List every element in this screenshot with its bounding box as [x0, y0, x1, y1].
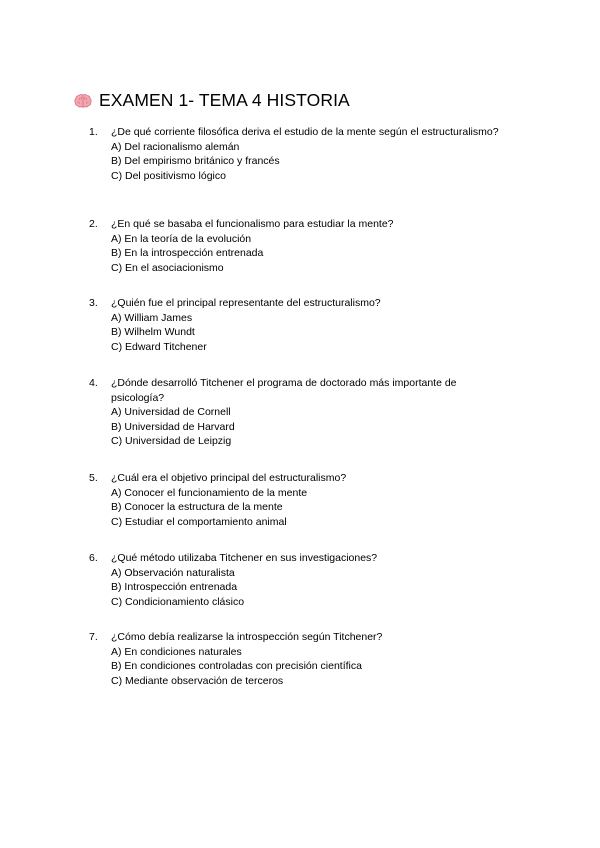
option-a: A) William James — [111, 311, 193, 324]
option-a: A) Conocer el funcionamiento de la mente — [111, 486, 308, 499]
question-number: 5. — [89, 472, 98, 484]
option-c: C) Condicionamiento clásico — [111, 595, 245, 608]
question-text: ¿Qué método utilizaba Titchener en sus investigaciones? — [111, 552, 378, 564]
option-c: C) Del positivismo lógico — [111, 169, 226, 182]
question-number: 1. — [89, 126, 98, 138]
question-7 — [89, 630, 549, 688]
question-text: ¿Quién fue el principal representante del estructuralismo? — [111, 297, 381, 309]
option-a: A) En condiciones naturales — [111, 645, 242, 658]
question-number: 2. — [89, 218, 98, 230]
question-number: 4. — [89, 377, 98, 389]
question-1 — [89, 125, 549, 183]
option-a: A) Observación naturalista — [111, 566, 235, 579]
question-text: ¿En qué se basaba el funcionalismo para estudiar la mente? — [111, 218, 394, 230]
brain-icon — [73, 91, 93, 111]
title-text: EXAMEN 1- TEMA 4 HISTORIA — [99, 90, 350, 110]
option-b: B) Del empirismo británico y francés — [111, 155, 280, 168]
option-c: C) En el asociacionismo — [111, 261, 224, 274]
question-text: ¿Dónde desarrolló Titchener el programa de doctorado más importante de psicología? — [111, 377, 457, 404]
question-number: 7. — [89, 631, 98, 643]
page-title — [73, 90, 350, 111]
option-c: C) Mediante observación de terceros — [111, 674, 284, 687]
question-text: ¿Cómo debía realizarse la introspección según Titchener? — [111, 631, 383, 643]
option-b: B) Universidad de Harvard — [111, 420, 235, 433]
question-number: 6. — [89, 552, 98, 564]
question-6 — [89, 551, 549, 609]
question-5 — [89, 471, 549, 529]
question-2 — [89, 217, 549, 275]
option-b: B) Conocer la estructura de la mente — [111, 501, 283, 514]
question-4 — [89, 376, 549, 449]
question-3 — [89, 296, 549, 354]
option-c: C) Estudiar el comportamiento animal — [111, 515, 287, 528]
option-b: B) En la introspección entrenada — [111, 247, 264, 260]
question-number: 3. — [89, 297, 98, 309]
option-b: B) Introspección entrenada — [111, 581, 238, 594]
question-text: ¿Cuál era el objetivo principal del estructuralismo? — [111, 472, 347, 484]
option-a: A) Del racionalismo alemán — [111, 140, 240, 153]
option-c: C) Universidad de Leipzig — [111, 435, 232, 448]
option-a: A) Universidad de Cornell — [111, 406, 231, 419]
option-c: C) Edward Titchener — [111, 340, 207, 353]
option-b: B) En condiciones controladas con precisión científica — [111, 660, 362, 673]
question-text: ¿De qué corriente filosófica deriva el estudio de la mente según el estructuralismo? — [111, 126, 499, 138]
option-a: A) En la teoría de la evolución — [111, 232, 252, 245]
option-b: B) Wilhelm Wundt — [111, 326, 195, 339]
